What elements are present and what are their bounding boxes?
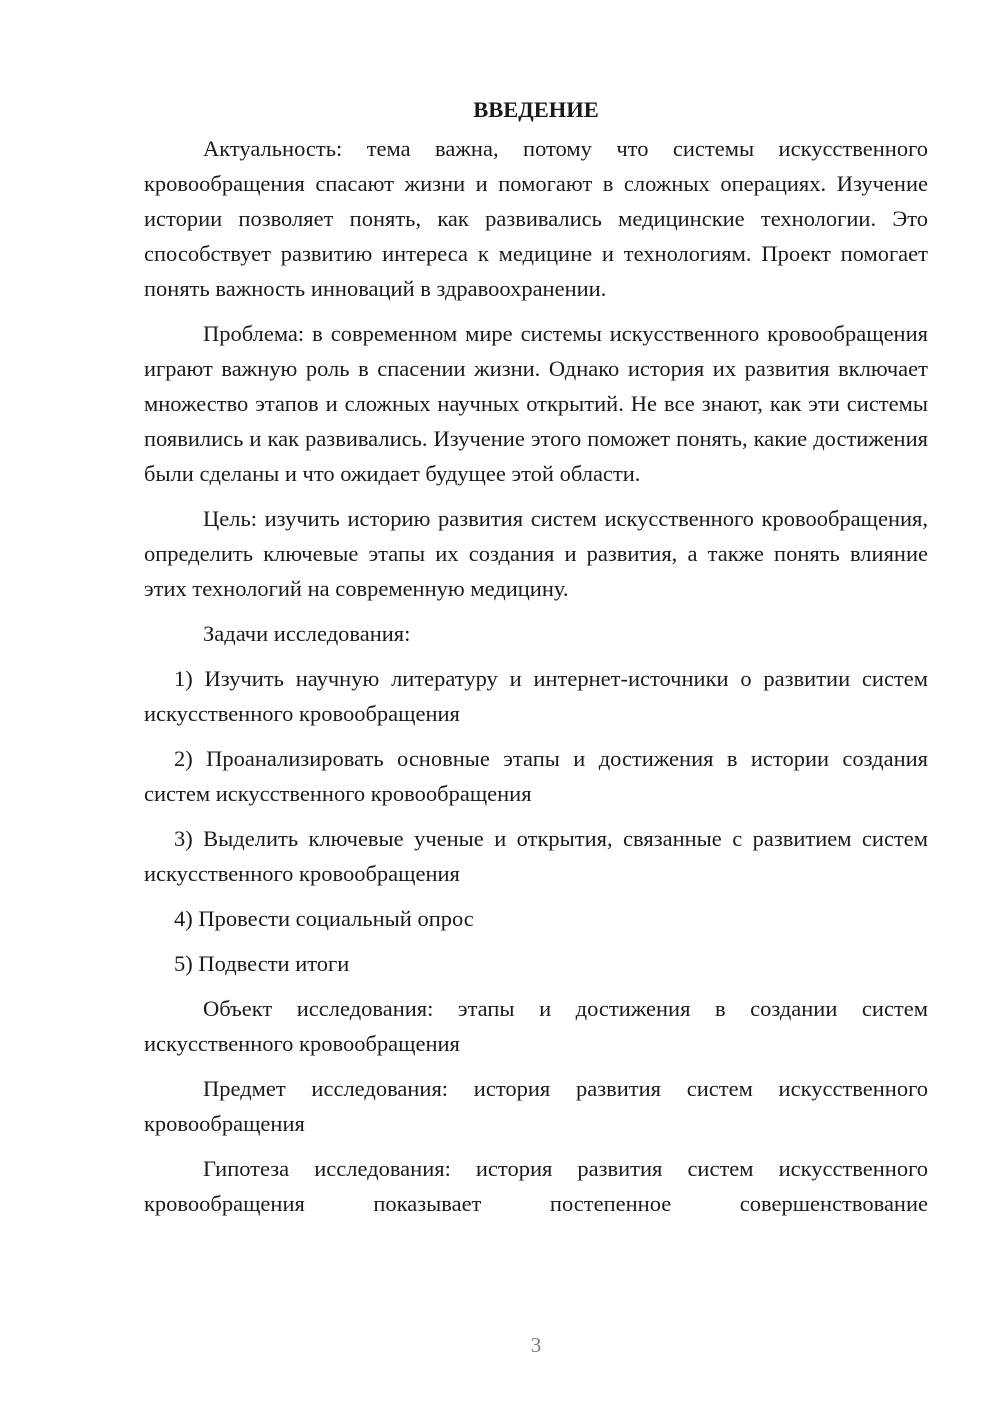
- paragraph-tasks-intro: Задачи исследования:: [203, 621, 411, 646]
- task-item-3: 3) Выделить ключевые ученые и открытия, связанные с развитием систем искусственного кровообращения: [144, 826, 928, 886]
- task-item-5: 5) Подвести итоги: [174, 951, 350, 976]
- task-item-1: 1) Изучить научную литературу и интернет-источники о развитии систем искусственного кровообращения: [144, 666, 928, 726]
- section-heading: ВВЕДЕНИЕ: [473, 97, 599, 122]
- page-number: 3: [530, 1333, 542, 1357]
- paragraph-subject: Предмет исследования: история развития систем искусственного кровообращения: [144, 1076, 928, 1136]
- paragraph-problem: Проблема: в современном мире системы искусственного кровообращения играют важную роль в спасении жизни. Однако история их развития включает множество этапов и сложных научных открытий. Не все знают, как эти системы появились и как развивались. Изучение этого поможет понять, какие достижения были сделаны и что ожидает будущее этой области.: [144, 321, 928, 486]
- task-item-4: 4) Провести социальный опрос: [174, 906, 474, 931]
- paragraph-hypothesis: Гипотеза исследования: история развития систем искусственного кровообращения показывает постепенное совершенствование: [144, 1156, 928, 1216]
- task-item-2: 2) Проанализировать основные этапы и достижения в истории создания систем искусственного кровообращения: [144, 746, 928, 806]
- paragraph-relevance: Актуальность: тема важна, потому что системы искусственного кровообращения спасают жизни и помогают в сложных операциях. Изучение истории позволяет понять, как развивались медицинские технологии. Это способствует развитию интереса к медицине и технологиям. Проект помогает понять важность инноваций в здравоохранении.: [144, 136, 928, 301]
- paragraph-goal: Цель: изучить историю развития систем искусственного кровообращения, определить ключевые этапы их создания и развития, а также понять влияние этих технологий на современную медицину.: [144, 506, 928, 601]
- paragraph-object: Объект исследования: этапы и достижения в создании систем искусственного кровообращения: [144, 996, 928, 1056]
- page-content: [144, 92, 928, 1221]
